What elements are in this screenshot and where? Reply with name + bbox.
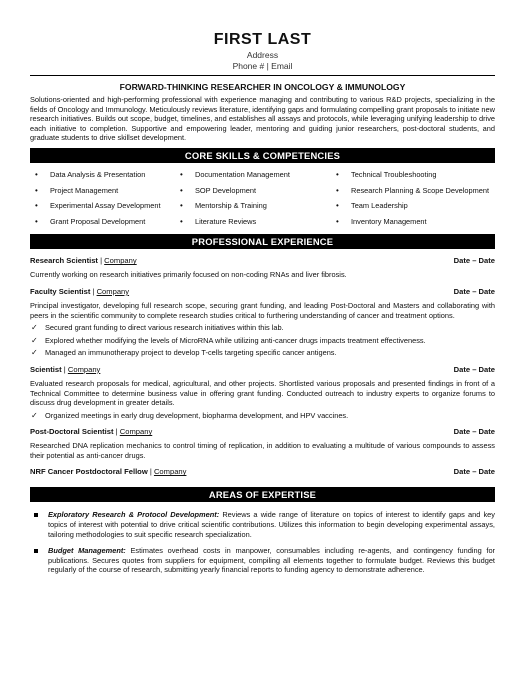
summary-paragraph: Solutions-oriented and high-performing professional with experience managing and contributing to various R&D projects, specializing in the fields of Oncology and Immunology. Meticulously reviews literature, identifying gaps and formulating compelling grant proposals to initiate new research initiatives. Builds out scope, budget, timelines, and establishes all assays and protocols, while leveraging unifying leadership to drive each initiative to completion. Supportive and empowering leader, mentoring and guiding junior researchers, post-doctoral students, and graduate students to drive skillset development. <box>30 95 495 143</box>
skill-item: • Data Analysis & Presentation <box>30 167 175 183</box>
job-title: NRF Cancer Postdoctoral Fellow <box>30 467 148 477</box>
job-header <box>30 365 495 375</box>
job-title: Faculty Scientist <box>30 286 91 296</box>
achievement-item: ✓ Managed an immunotherapy project to develop T-cells targeting specific cancer antigens. <box>30 348 495 358</box>
job-title-line <box>30 467 186 477</box>
title-separator: | <box>97 256 105 266</box>
title-separator: | <box>90 286 97 296</box>
job-title-line <box>30 256 137 266</box>
skill-item: • Experimental Assay Development <box>30 198 175 214</box>
job-title-line <box>30 365 100 375</box>
skill-item: • SOP Development <box>175 183 331 199</box>
expertise-label: Exploratory Research & Protocol Development: <box>48 510 220 520</box>
job-entry <box>30 256 495 280</box>
section-heading-expertise: AREAS OF EXPERTISE <box>30 487 495 502</box>
job-description: Researched DNA replication mechanics to control timing of replication, in addition to evaluating a multitude of various compounds to assess their potential as anti-cancer drugs. <box>30 441 495 460</box>
skills-list <box>30 167 495 229</box>
job-entry <box>30 427 495 460</box>
address-line: Address <box>246 50 279 60</box>
skill-item: • Inventory Management <box>331 214 495 230</box>
job-title-line <box>30 287 129 297</box>
job-date: Date – Date <box>453 467 495 477</box>
candidate-name: FIRST LAST <box>213 31 312 48</box>
job-description: Principal investigator, developing full research scope, securing grant funding, and leading Post-Doctoral and Masters and collaborating with peers in the scientific community to complete research studies critical to furthering understanding of cancer and treatment options. <box>30 300 495 320</box>
skill-item: • Grant Proposal Development <box>30 214 175 230</box>
experience-list <box>30 256 495 477</box>
skill-item: • Research Planning & Scope Development <box>331 183 495 199</box>
job-date: Date – Date <box>453 256 495 266</box>
job-title: Post-Doctoral Scientist <box>30 427 114 437</box>
job-entry <box>30 287 495 358</box>
skill-item: • Project Management <box>30 183 175 199</box>
job-description: Currently working on research initiatives primarily focused on non-coding RNAs and liver fibrosis. <box>30 270 347 280</box>
skill-item: • Mentorship & Training <box>175 198 331 214</box>
achievement-list <box>30 323 495 358</box>
job-title-line <box>30 427 152 437</box>
resume-page <box>30 30 495 582</box>
expertise-item <box>30 510 495 539</box>
job-date: Date – Date <box>453 286 495 296</box>
job-title: Research Scientist <box>30 256 98 266</box>
job-header <box>30 287 495 297</box>
job-entry <box>30 365 495 420</box>
expertise-list <box>30 510 495 575</box>
expertise-label: Budget Management: <box>48 546 126 556</box>
title-separator: | <box>113 427 120 437</box>
achievement-item: ✓ Secured grant funding to direct various research initiatives within this lab. <box>30 323 495 333</box>
skill-item: • Documentation Management <box>175 167 331 183</box>
job-header <box>30 427 495 437</box>
section-heading-experience: PROFESSIONAL EXPERIENCE <box>30 234 495 249</box>
company-link[interactable]: Company <box>119 427 153 437</box>
title-separator: | <box>147 467 154 477</box>
company-link[interactable]: Company <box>104 256 137 266</box>
job-header <box>30 256 495 266</box>
company-link[interactable]: Company <box>96 286 130 296</box>
company-link[interactable]: Company <box>67 364 101 374</box>
skill-item: • Team Leadership <box>331 198 495 214</box>
job-title: Scientist <box>30 364 62 374</box>
expertise-text: Estimates overhead costs in manpower, consumables including re-agents, and contingency funding for publications. Secures quotes from suppliers for equipment, compiling all elements together to formulate budget. Reviews this budget regularly of the course of research, submitting yearly financial reports to funding agency to demonstrate adherence. <box>48 546 496 575</box>
header-divider <box>30 75 495 76</box>
job-header <box>30 467 495 477</box>
achievement-list <box>30 411 495 421</box>
job-description: Evaluated research proposals for medical, agricultural, and other projects. Shortlisted various proposals and presented findings in front of a Technical Committee to determine business value in offering grant funding. Conducted outreach to industry experts to organize forums to discuss drug development in greater details. <box>30 378 495 408</box>
skill-item: • Technical Troubleshooting <box>331 167 495 183</box>
expertise-text: Reviews a wide range of literature on topics of interest to identify gaps and key topics of interest with potential to drive critical scientific contributions. Utilizes this information to begin developing experimental assays, tailoring methodologies to suit specific research specialization. <box>48 510 495 539</box>
achievement-item: ✓ Organized meetings in early drug development, biopharma development, and HPV vaccines. <box>30 411 495 421</box>
title-separator: | <box>61 364 68 374</box>
section-heading-skills: CORE SKILLS & COMPETENCIES <box>30 148 495 163</box>
skill-item: • Literature Reviews <box>175 214 331 230</box>
job-date: Date – Date <box>453 427 495 437</box>
job-date: Date – Date <box>453 364 495 374</box>
professional-headline: FORWARD-THINKING RESEARCHER IN ONCOLOGY & IMMUNOLOGY <box>119 82 406 92</box>
contact-line: Phone # | Email <box>232 61 293 71</box>
expertise-item <box>30 546 495 575</box>
job-entry <box>30 467 495 477</box>
company-link[interactable]: Company <box>153 467 187 477</box>
achievement-item: ✓ Explored whether modifying the levels of MicroRNA while utilizing anti-cancer drugs impacts treatment effectiveness. <box>30 336 495 346</box>
